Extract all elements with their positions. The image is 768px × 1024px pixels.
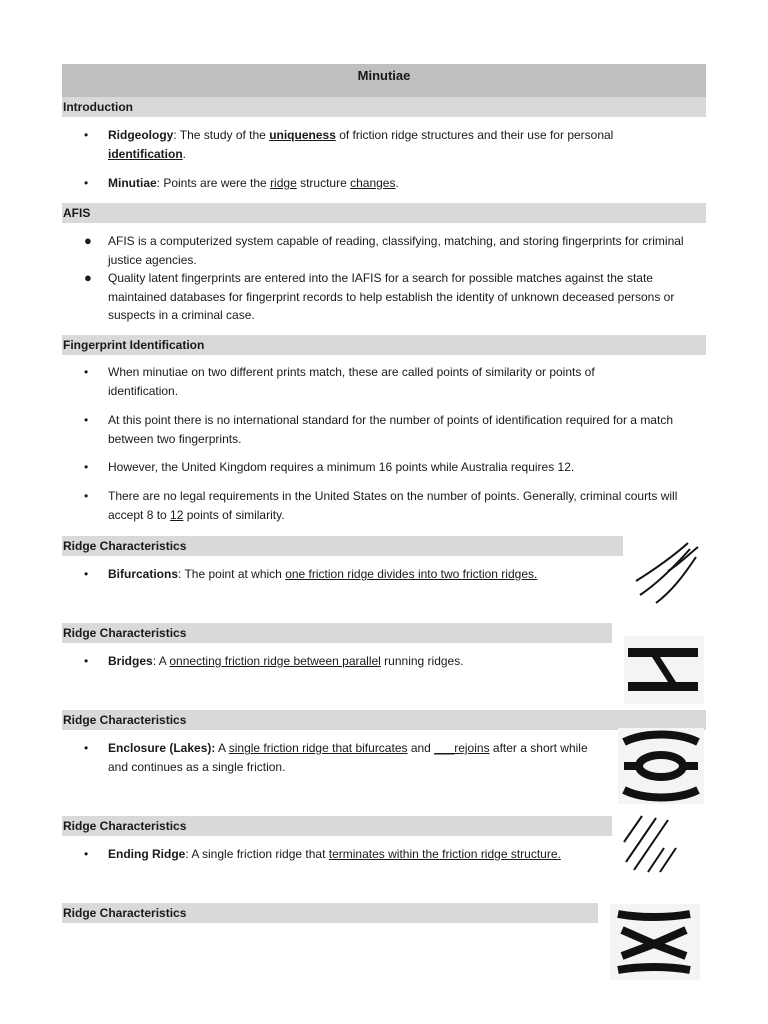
- list-item: • There are no legal requirements in the United States on the number of points. Generally, criminal courts will accept 8 to 12 points of similarity.: [84, 489, 678, 522]
- list-item: • When minutiae on two different prints match, these are called points of similarity or points of identification.: [84, 365, 595, 398]
- crossover-icon: [610, 904, 700, 980]
- list-item: • Bridges: A onnecting friction ridge between parallel running ridges.: [84, 654, 464, 668]
- list-item: • At this point there is no international standard for the number of points of identification required for a match between two fingerprints.: [84, 413, 673, 446]
- section-heading-ridge-characteristics: Ridge Characteristics: [62, 903, 598, 923]
- list-item: • Ending Ridge: A single friction ridge that terminates within the friction ridge structure.: [84, 847, 561, 861]
- section-heading-ridge-characteristics: Ridge Characteristics: [62, 623, 612, 643]
- list-item: • Ridgeology: The study of the uniqueness of friction ridge structures and their use for personal identification.: [84, 128, 614, 161]
- list-item: • However, the United Kingdom requires a minimum 16 points while Australia requires 12.: [84, 460, 575, 474]
- enclosure-icon: [618, 728, 704, 804]
- page-title: Minutiae: [62, 64, 706, 97]
- ending-ridge-icon: [620, 812, 680, 874]
- list-item: • Minutiae: Points are were the ridge structure changes.: [84, 176, 399, 190]
- section-heading-ridge-characteristics: Ridge Characteristics: [62, 816, 612, 836]
- list-item: • Bifurcations: The point at which one friction ridge divides into two friction ridges.: [84, 567, 538, 581]
- list-item: ● Quality latent fingerprints are entered into the IAFIS for a search for possible matches against the state maintained databases for fingerprint records to help establish the identity of unknown deceased persons or suspects in a criminal case.: [84, 270, 675, 322]
- bridge-icon: [624, 636, 704, 704]
- list-item: ● AFIS is a computerized system capable of reading, classifying, matching, and storing fingerprints for criminal justice agencies.: [84, 233, 684, 267]
- section-heading-ridge-characteristics: Ridge Characteristics: [62, 536, 623, 556]
- section-heading-introduction: Introduction: [62, 97, 706, 117]
- section-heading-fingerprint-identification: Fingerprint Identification: [62, 335, 706, 355]
- section-heading-ridge-characteristics: Ridge Characteristics: [62, 710, 706, 730]
- bifurcation-icon: [630, 535, 702, 607]
- list-item: • Enclosure (Lakes): A single friction ridge that bifurcates and ___rejoins after a short while and continues as a single friction.: [84, 741, 588, 774]
- section-heading-afis: AFIS: [62, 203, 706, 223]
